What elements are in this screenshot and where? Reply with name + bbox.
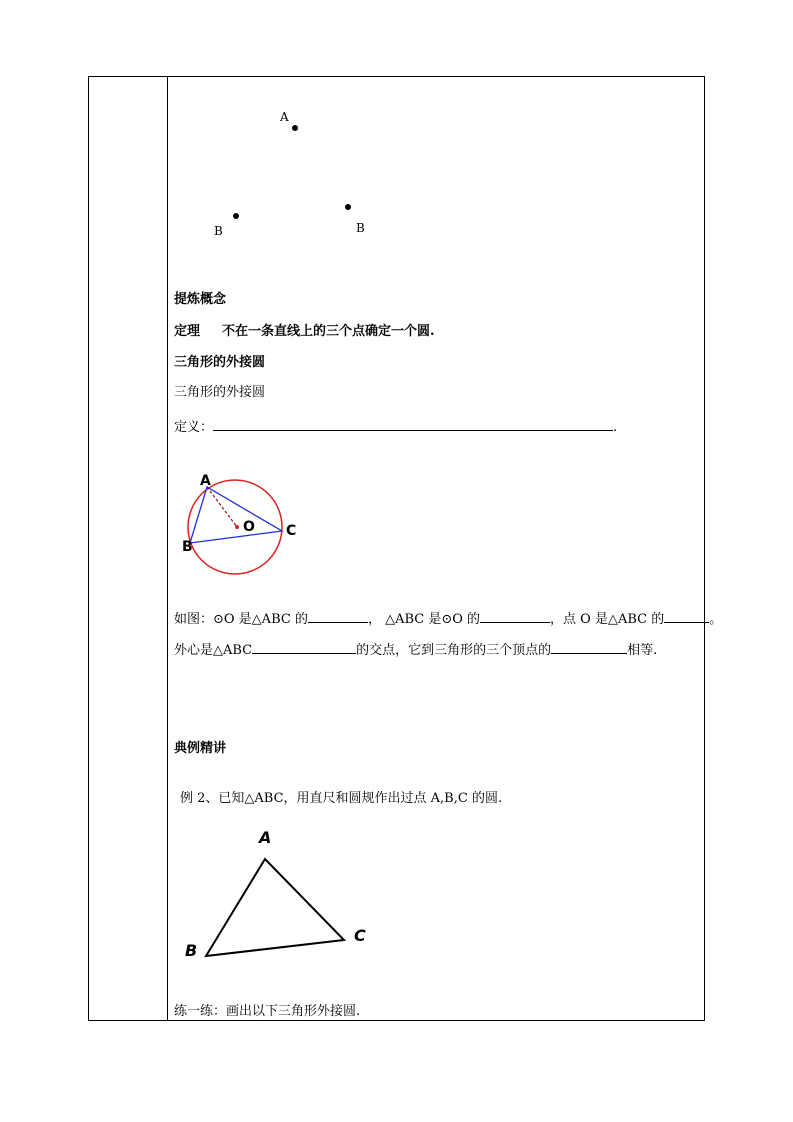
label-b-right: B xyxy=(356,221,365,235)
sentence1-part2: ， △ABC 是⊙O 的 xyxy=(367,612,481,627)
section-example-heading: 典例精讲 xyxy=(174,741,227,756)
example2-text: 例 2、已知△ABC，用直尺和圆规作出过点 A,B,C 的圆. xyxy=(180,791,503,806)
circ-label-c: C xyxy=(286,523,297,539)
theorem-label: 定理 xyxy=(174,324,201,339)
tri-label-b: B xyxy=(185,941,198,960)
circ-label-b: B xyxy=(182,539,193,555)
theorem-text: 不在一条直线上的三个点确定一个圆. xyxy=(222,324,435,339)
definition-label: 定义： xyxy=(174,420,214,435)
sentence1-part4: 。 xyxy=(709,612,723,627)
tri-label-c: C xyxy=(354,926,366,945)
definition-end: . xyxy=(613,420,618,435)
subheading-plain: 三角形的外接圆 xyxy=(174,385,266,400)
label-a: A xyxy=(280,110,289,124)
circ-label-a: A xyxy=(200,473,211,489)
practice-text: 练一练：画出以下三角形外接圆. xyxy=(174,1004,361,1019)
circ-label-o: O xyxy=(243,519,255,535)
triangle-abc-plain xyxy=(206,859,344,956)
section-concept-heading: 提炼概念 xyxy=(174,292,227,307)
sentence2-part2: 的交点，它到三角形的三个顶点的 xyxy=(356,643,552,658)
sentence2-part3: 相等. xyxy=(627,643,658,658)
label-b-left: B xyxy=(214,224,223,238)
sentence1-part1: 如图：⊙O 是△ABC 的 xyxy=(174,612,308,627)
sentence2-part1: 外心是△ABC xyxy=(174,643,253,658)
subheading-bold: 三角形的外接圆 xyxy=(174,355,266,370)
tri-label-a: A xyxy=(259,828,272,847)
sentence1-part3: ，点 O 是△ABC 的 xyxy=(550,612,665,627)
